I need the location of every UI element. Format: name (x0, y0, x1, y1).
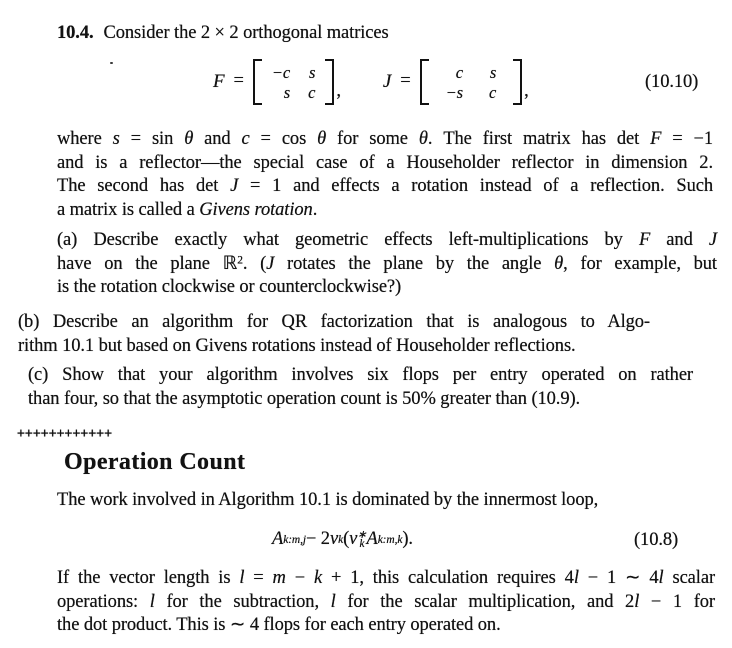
exercise-number: 10.4. (57, 23, 94, 43)
matrix-bracket-left (253, 59, 262, 105)
exercise-intro-text: Consider the 2 × 2 orthogonal matrices (103, 23, 389, 43)
matrix-f (253, 59, 335, 105)
section-heading: Operation Count (64, 449, 246, 475)
paragraph-where (57, 128, 713, 222)
matrix-cell: c (455, 62, 463, 82)
exercise-title (57, 22, 717, 46)
matrix-f-entries (262, 59, 326, 105)
equation-10-8-math: A k:m,j − 2 v k ( v ∗ k A k:m,k ). (272, 528, 413, 550)
text-line: have on the plane ℝ$^2$. (J rotates the plane by the angle θ, for example, but (57, 253, 717, 274)
text-line: is the rotation clockwise or counterclockwise?) (57, 277, 402, 297)
equation-10-8 (0, 521, 732, 559)
text-line: operations: l for the subtraction, l for the scalar multiplication, and 2l − 1 for (57, 591, 715, 612)
matrix-j (420, 59, 523, 105)
matrix-cell: −c (271, 62, 291, 82)
text-line: The second has det J = 1 and effects a rotation instead of a reflection. Such (57, 176, 714, 196)
matrix-f-symbol: F (213, 71, 225, 93)
text-line: where s = sin θ and c = cos θ for some θ. The first matrix has det F = −1 (57, 129, 714, 149)
comma: , (336, 80, 341, 101)
matrix-cell: s (283, 82, 291, 102)
matrix-j-symbol: J (382, 71, 392, 93)
equation-number-10-10: (10.10) (645, 72, 699, 92)
matrix-j-entries (429, 59, 514, 105)
matrix-cell: c (488, 82, 497, 102)
matrix-bracket-right (513, 59, 522, 105)
equals-sign: = (233, 71, 244, 92)
matrix-bracket-right (325, 59, 334, 105)
paragraph-work-involved: The work involved in Algorithm 10.1 is dominated by the innermost loop, (57, 490, 599, 510)
equation-10-10 (0, 54, 732, 110)
comma: , (524, 80, 529, 101)
exercise-part-a (57, 229, 717, 300)
text-line: (b) Describe an algorithm for QR factorization that is analogous to Algo- (18, 312, 650, 332)
matrix-cell: s (309, 62, 316, 82)
matrix-cell: s (489, 62, 497, 82)
matrix-cell: c (308, 82, 316, 102)
exercise-part-c (28, 364, 693, 411)
equation-10-10-math (213, 54, 529, 110)
plus-separator: ++++++++++++ (17, 426, 113, 441)
equation-number-10-8: (10.8) (634, 530, 679, 550)
matrix-bracket-left (420, 59, 429, 105)
text-line: and is a reflector—the special case of a Householder reflector in dimension 2. (57, 152, 713, 173)
text-line: (c) Show that your algorithm involves six flops per entry operated on rather (28, 365, 693, 385)
exercise-part-b (18, 311, 650, 358)
text-line: than four, so that the asymptotic operation count is 50% greater than (10.9). (28, 388, 581, 409)
paragraph-flop-count (57, 567, 715, 638)
matrix-cell: −s (445, 82, 463, 102)
text-line: If the vector length is l = m − k + 1, this calculation requires 4l − 1 ∼ 4l scalar (57, 568, 715, 588)
text-line: rithm 10.1 but based on Givens rotations instead of Householder reflections. (18, 335, 576, 356)
equals-sign: = (400, 71, 411, 92)
text-line: the dot product. This is ∼ 4 flops for each entry operated on. (57, 615, 501, 635)
text-line: (a) Describe exactly what geometric effects left-multiplications by F and J (57, 230, 717, 250)
text-line: a matrix is called a Givens rotation. (57, 199, 318, 220)
